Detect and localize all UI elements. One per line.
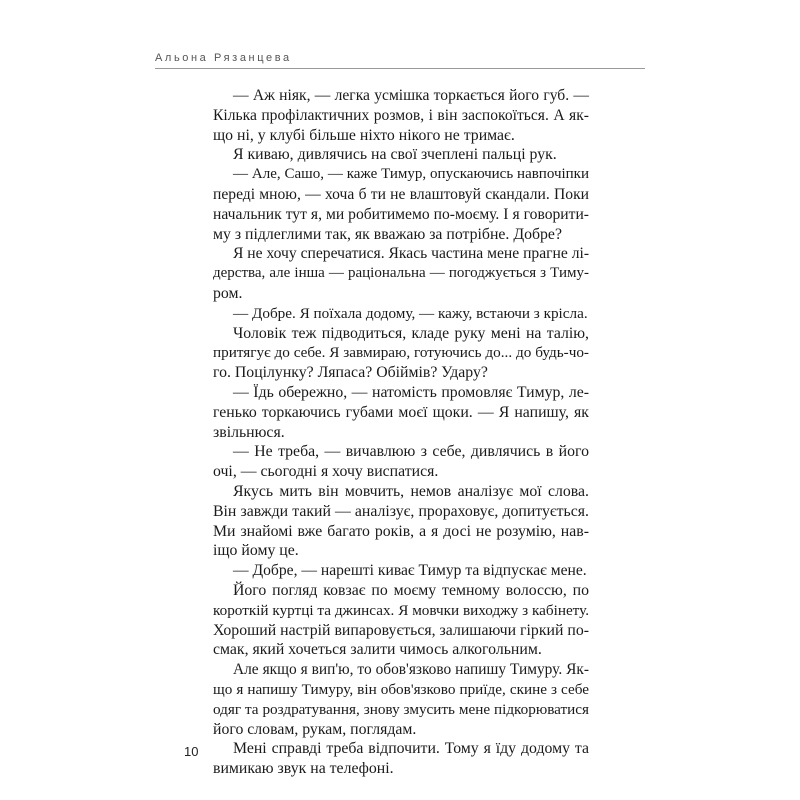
text-line: Чоловік теж підводиться, кладе руку мені на талію, <box>233 324 589 342</box>
paragraph <box>213 581 589 660</box>
text-line: очі, — сьогодні я хочу виспатися. <box>213 463 439 481</box>
text-line: Але якщо я вип'ю, то обов'язково напишу Тимуру. Як- <box>233 661 589 679</box>
text-line: Кілька профілактичних розмов, і він заспокоїться. А як- <box>213 106 589 124</box>
text-line: звільнюся. <box>213 423 285 441</box>
text-line: Я киваю, дивлячись на свої зчеплені пальці рук. <box>233 146 557 164</box>
body-text <box>213 86 589 779</box>
paragraph <box>213 739 589 779</box>
text-line: що я напишу Тимуру, він обов'язково приїде, скине з себе <box>213 680 589 698</box>
text-line: ром. <box>213 284 243 302</box>
text-line: Я не хочу сперечатися. Якась частина мене прагне лі- <box>233 245 590 263</box>
text-line: Ми знайомі вже багато років, а я досі не розумію, нав- <box>213 522 589 540</box>
text-line: — Добре. Я поїхала додому, — кажу, встаючи з крісла. <box>233 304 588 322</box>
paragraph <box>213 165 589 244</box>
text-line: смак, який хочеться залити чимось алкогольним. <box>213 641 542 659</box>
text-line: що ні, у клубі більше ніхто нікого не тримає. <box>213 126 515 144</box>
paragraph <box>213 442 589 482</box>
text-line: одяг та роздратування, знову змусить мене підкорюватися <box>213 700 589 718</box>
text-line: вимикаю звук на телефоні. <box>213 760 394 778</box>
paragraph <box>213 86 589 145</box>
page-number: 10 <box>184 744 199 759</box>
text-line: переді мною, — хоча б ти не влаштовуй скандали. Поки <box>213 185 589 203</box>
text-line: короткій куртці та джинсах. Я мовчки виходжу з кабінету. <box>213 601 589 619</box>
paragraph <box>213 383 589 442</box>
paragraph <box>213 145 589 165</box>
text-line: начальник тут я, ми робитимемо по-моєму. І я говорити- <box>213 205 589 223</box>
text-line: му з підлеглими так, як вважаю за потрібне. Добре? <box>213 225 562 243</box>
text-line: — Не треба, — вичавлюю з себе, дивлячись в його <box>233 443 589 461</box>
paragraph <box>213 561 589 581</box>
text-line: — Добре, — нарешті киває Тимур та відпускає мене. <box>233 562 587 580</box>
text-line: Хороший настрій випаровується, залишаючи гіркий по- <box>213 621 589 639</box>
paragraph <box>213 324 589 383</box>
paragraph <box>213 482 589 561</box>
text-line: його словам, рукам, поглядам. <box>213 720 417 738</box>
paragraph <box>213 660 589 739</box>
text-line: — Але, Сашо, — каже Тимур, опускаючись навпочіпки <box>233 166 589 183</box>
running-head-author: Альона Рязанцева <box>155 52 292 64</box>
header-rule <box>155 68 645 69</box>
text-line: Його погляд ковзає по моєму темному волоссю, по <box>233 581 589 599</box>
text-line: іщо йому це. <box>213 542 299 560</box>
text-line: — Їдь обережно, — натомість промовляє Тимур, ле- <box>233 383 589 401</box>
text-line: притягує до себе. Я завмираю, готуючись до... до будь-чо- <box>213 344 589 362</box>
text-line: Мені справді треба відпочити. Тому я їду додому та <box>233 740 589 758</box>
paragraph <box>213 304 589 324</box>
paragraph <box>213 244 589 303</box>
text-line: дерства, але інша — раціональна — погоджується з Тиму- <box>213 265 589 282</box>
text-line: — Аж ніяк, — легка усмішка торкається його губ. — <box>233 87 589 104</box>
text-line: Він завжди такий — аналізує, прораховує, допитується. <box>213 502 589 520</box>
text-line: го. Поцілунку? Ляпаса? Обіймів? Удару? <box>213 364 488 382</box>
text-line: Якусь мить він мовчить, немов аналізує мої слова. <box>233 482 589 500</box>
text-line: генько торкаючись губами моєї щоки. — Я напишу, як <box>213 403 589 421</box>
